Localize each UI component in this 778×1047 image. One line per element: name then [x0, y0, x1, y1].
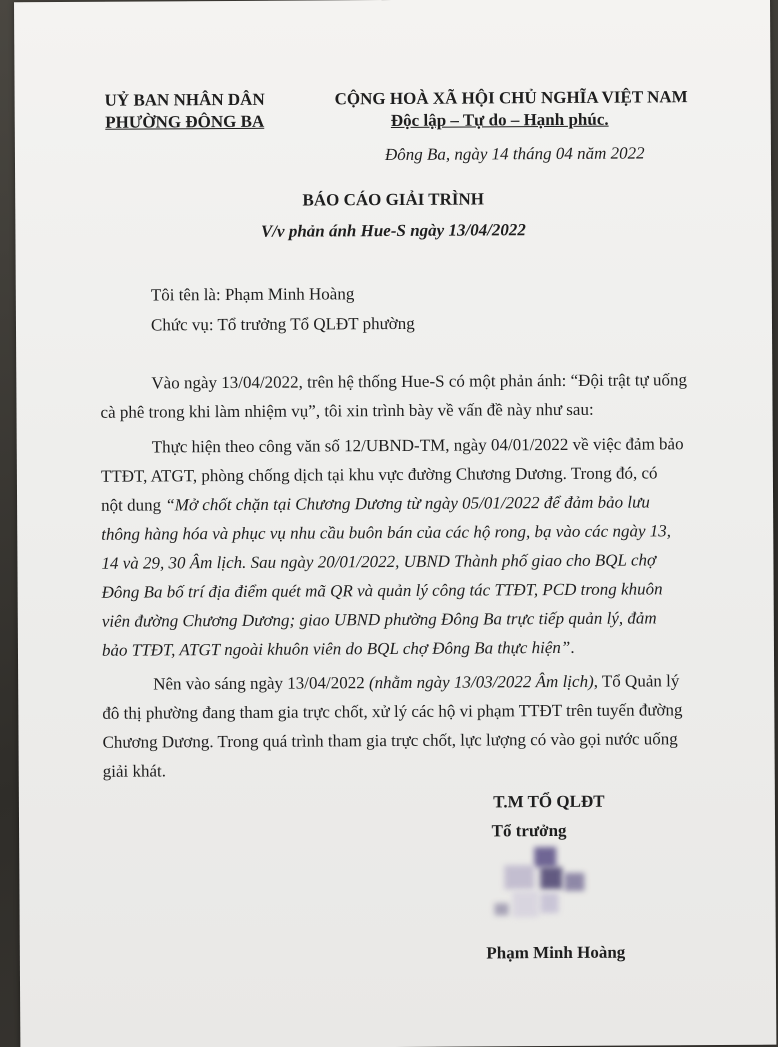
- document-date: Đông Ba, ngày 14 tháng 04 năm 2022: [384, 143, 645, 165]
- paragraph-2-period: .: [570, 637, 575, 657]
- nation-name: CỘNG HOÀ XÃ HỘI CHỦ NGHĨA VIỆT NAM: [334, 87, 688, 109]
- paragraph-2-line-4: thông hàng hóa và phục vụ nhu cầu buôn bán của các hộ rong, bạ vào các ngày 13,: [101, 521, 672, 544]
- document-title: BÁO CÁO GIẢI TRÌNH: [302, 189, 485, 210]
- paragraph-2-line-5: 14 và 29, 30 Âm lịch. Sau ngày 20/01/2022, UBND Thành phố giao cho BQL chợ: [101, 550, 657, 573]
- paragraph-2-line-3: [101, 492, 650, 515]
- paragraph-1-line-1: Vào ngày 13/04/2022, trên hệ thống Hue-S có một phản ánh: “Đội trật tự uống: [151, 370, 688, 393]
- authority-line-2: PHƯỜNG ĐÔNG BA: [105, 111, 265, 132]
- signature-authority: T.M TỔ QLĐT: [493, 791, 605, 812]
- authority-line-1: UỶ BAN NHÂN DÂN: [104, 89, 265, 110]
- document-subject: V/v phản ánh Hue-S ngày 13/04/2022: [260, 220, 526, 241]
- signature-position: Tổ trưởng: [491, 820, 567, 841]
- paragraph-3-line-2: đô thị phường đang tham gia trực chốt, xử lý các hộ vi phạm TTĐT trên tuyến đường: [102, 700, 683, 723]
- paragraph-3-line-4: giải khát.: [102, 761, 167, 781]
- paragraph-2-line-7: viên đường Chương Dương; giao UBND phường Đông Ba trực tiếp quản lý, đảm: [101, 608, 657, 631]
- paragraph-3-line-1: [153, 671, 679, 694]
- intro-role: Chức vụ: Tổ trưởng Tổ QLĐT phường: [150, 313, 415, 335]
- paragraph-2-line-1: Thực hiện theo công văn số 12/UBND-TM, ngày 04/01/2022 về việc đảm bảo: [151, 434, 684, 457]
- intro-name: Tôi tên là: Phạm Minh Hoàng: [150, 284, 355, 305]
- paragraph-3-line-1-start: Nên vào sáng ngày 13/04/2022: [153, 673, 370, 694]
- paragraph-2-line-6: Đông Ba bố trí địa điểm quét mã QR và quản lý công tác TTĐT, PCD trong khuôn: [101, 579, 663, 602]
- paragraph-2-line-8: [102, 638, 575, 661]
- redacted-signature: [494, 847, 615, 938]
- signer-name: Phạm Minh Hoàng: [486, 942, 626, 963]
- nation-motto: Độc lập – Tự do – Hạnh phúc.: [390, 109, 609, 131]
- document-page: [14, 0, 776, 1047]
- paragraph-3-line-3: Chương Dương. Trong quá trình tham gia trực chốt, lực lượng có vào gọi nước uống: [102, 729, 678, 752]
- issuing-authority: [105, 89, 265, 134]
- paragraph-1-line-2: cà phê trong khi làm nhiệm vụ”, tôi xin trình bày về vấn đề này như sau:: [100, 399, 594, 422]
- paragraph-3-line-1-end: , Tổ Quản lý: [593, 671, 680, 691]
- paragraph-2-line-2: TTĐT, ATGT, phòng chống dịch tại khu vực đường Chương Dương. Trong đó, có: [100, 463, 658, 486]
- national-heading: [334, 86, 688, 132]
- lunar-date-note: (nhằm ngày 13/03/2022 Âm lịch): [368, 671, 594, 693]
- quoted-directive-start: “Mở chốt chặn tại Chương Dương từ ngày 05/01/2022 để đảm bảo lưu: [165, 492, 650, 515]
- quoted-directive-end: bảo TTĐT, ATGT ngoài khuôn viên do BQL chợ Đông Ba thực hiện”: [101, 637, 571, 660]
- paragraph-2-line-3-plain: nột dung: [101, 495, 166, 515]
